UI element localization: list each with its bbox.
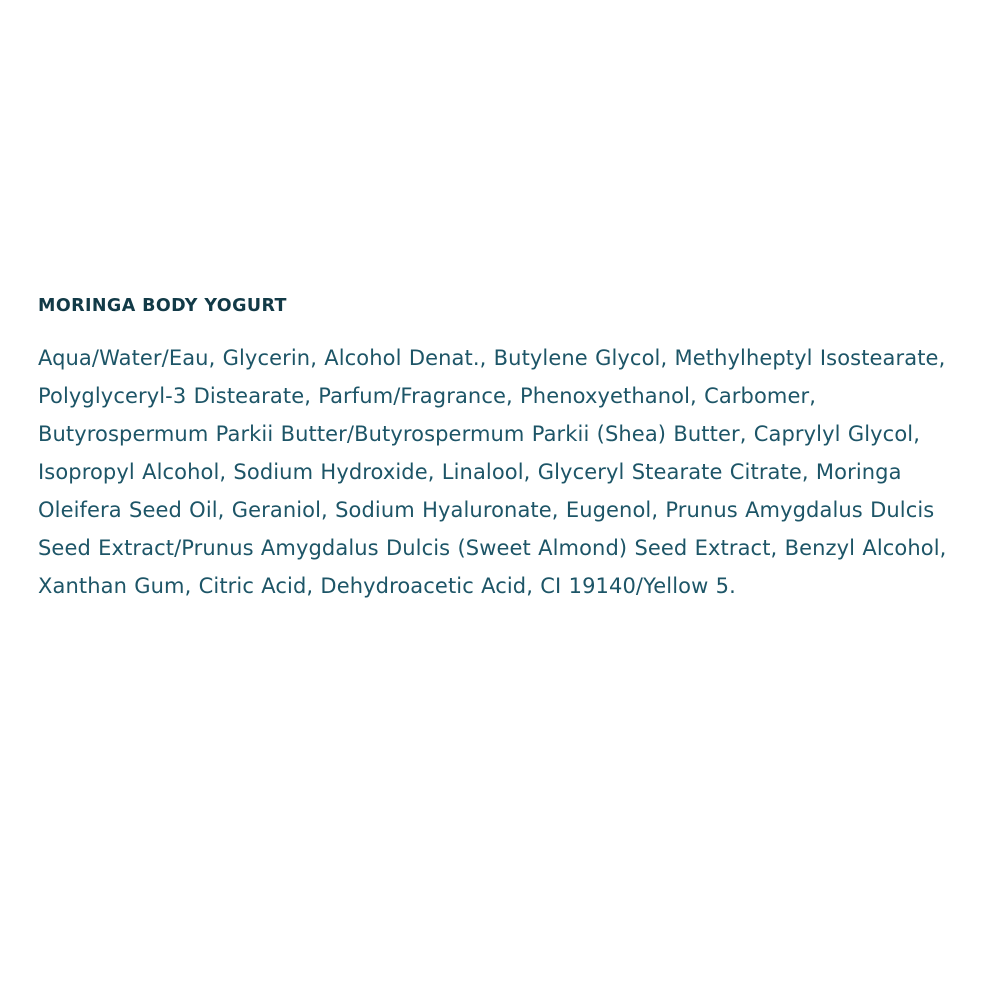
ingredients-list-text: Aqua/Water/Eau, Glycerin, Alcohol Denat., Butylene Glycol, Methylheptyl Isostearate, Polyglyceryl-3 Distearate, Parfum/Fragrance, Phenoxyethanol, Carbomer, Butyrospermum Parkii Butter/Butyrospermum Parkii (Shea) Butter, Caprylyl Glycol, Isopropyl Alcohol, Sodium Hydroxide, Linalool, Glyceryl Stearate Citrate, Moringa Oleifera Seed Oil, Geraniol, Sodium Hyaluronate, Eugenol, Prunus Amygdalus Dulcis Seed Extract/Prunus Amygdalus Dulcis (Sweet Almond) Seed Extract, Benzyl Alcohol, Xanthan Gum, Citric Acid, Dehydroacetic Acid, CI 19140/Yellow 5.	[38, 346, 947, 598]
product-title: MORINGA BODY YOGURT	[38, 296, 287, 316]
ingredients-panel	[38, 296, 948, 605]
